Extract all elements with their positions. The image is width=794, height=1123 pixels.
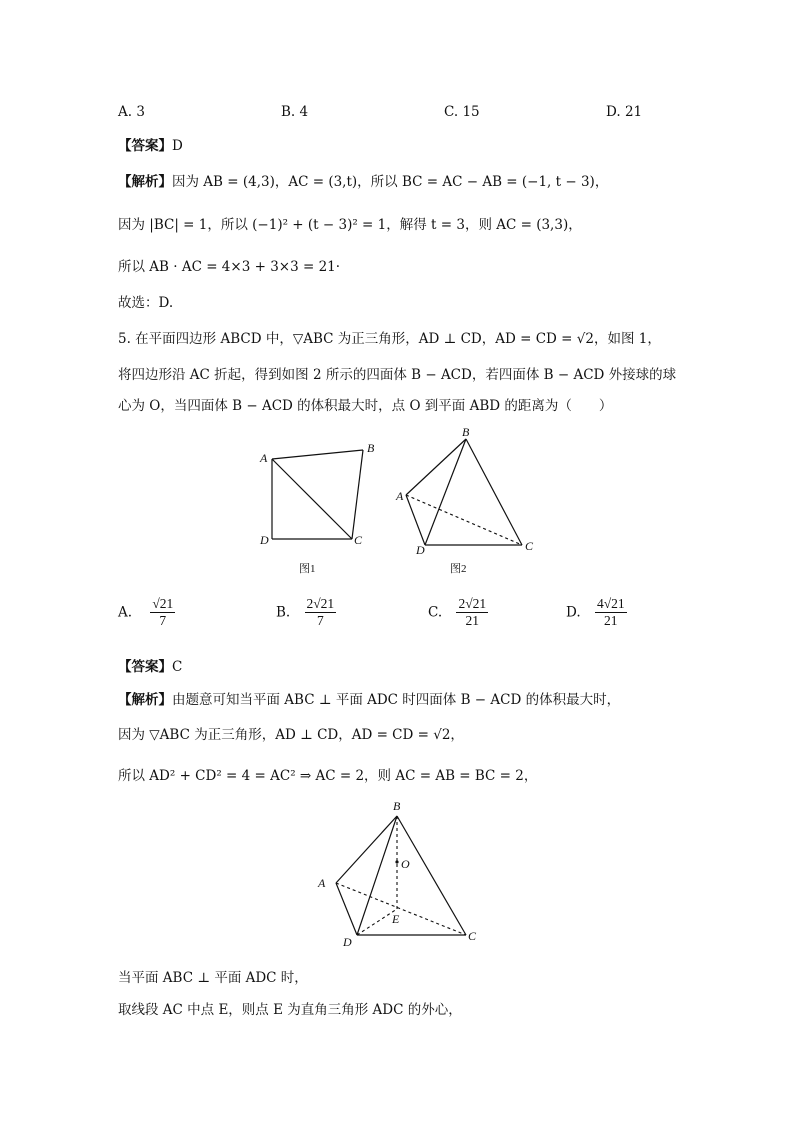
q4-option-c: C. 15 [444,104,480,120]
q5-answer: 【答案】C [118,659,183,675]
fig3-label-d: D [343,935,352,949]
fig2-label-b: B [462,425,470,439]
q5-after-line-2: 取线段 AC 中点 E，则点 E 为直角三角形 ADC 的外心， [118,1002,462,1018]
q4-analysis-line-3: 所以 AB · AC = 4×3 + 3×3 = 21· [118,259,341,275]
fig3-label-c: C [468,929,477,943]
fig3-label-e: E [392,912,400,926]
figure-2 [395,425,534,575]
q4-option-b: B. 4 [281,104,309,120]
fig3-label-a: A [318,876,326,890]
fig2-label-a: A [396,489,404,503]
q4-option-d: D. 21 [606,104,643,120]
q4-option-a: A. 3 [118,104,145,120]
q5-stem-line-2: 将四边形沿 AC 折起，得到如图 2 所示的四面体 B − ACD，若四面体 B − ACD 外接球的球 [118,367,677,383]
q5-stem-line-3: 心为 O，当四面体 B − ACD 的体积最大时，点 O 到平面 ABD 的距离为（ ） [118,398,613,414]
q5-option-b: B. $\frac{2√21}{7}$ [276,596,335,628]
q5-after-line-1: 当平面 ABC ⊥ 平面 ADC 时， [118,970,308,986]
fig1-label-c: C [354,533,363,547]
point-o [395,860,398,863]
q5-analysis-line-3: 所以 AD² + CD² = 4 = AC² ⇒ AC = 2，则 AC = AB = BC = 2， [118,768,538,784]
q5-analysis-line-2: 因为 ▽ABC 为正三角形，AD ⊥ CD，AD = CD = √2， [118,727,464,743]
q5-option-a: A. $\frac{√21}{7}$ [118,596,174,628]
fig3-label-o: O [401,857,410,871]
q4-analysis-line-2: 因为 |BC| = 1，所以 (−1)² + (t − 3)² = 1，解得 t = 3，则 AC = (3,3)， [118,217,582,233]
fig2-caption: 图2 [450,563,467,575]
q5-option-d: D. $\frac{4√21}{21}$ [566,596,625,628]
fig2-label-d: D [416,543,425,557]
fig1-label-a: A [260,451,268,465]
q5-analysis-figure [310,798,490,958]
q5-stem-line-1: 5. 在平面四边形 ABCD 中，▽ABC 为正三角形，AD ⊥ CD，AD = CD = √2，如图 1， [118,331,661,347]
fig1-caption: 图1 [299,563,316,575]
q4-conclusion: 故选：D. [118,295,174,311]
fig1-label-d: D [260,533,269,547]
fig1-label-b: B [367,441,375,455]
q5-figures [250,422,550,582]
fig3-label-b: B [393,799,401,813]
figure-1 [259,441,375,575]
q5-option-c: C. $\frac{2√21}{21}$ [428,596,487,628]
q4-analysis-line-1: 【解析】因为 AB = (4,3)，AC = (3,t)，所以 BC = AC − AB = (−1, t − 3)， [118,174,609,190]
fig2-label-c: C [525,539,534,553]
q4-answer: 【答案】D [118,138,183,154]
q5-analysis-line-1: 【解析】由题意可知当平面 ABC ⊥ 平面 ADC 时四面体 B − ACD 的体积最大时， [118,692,621,708]
